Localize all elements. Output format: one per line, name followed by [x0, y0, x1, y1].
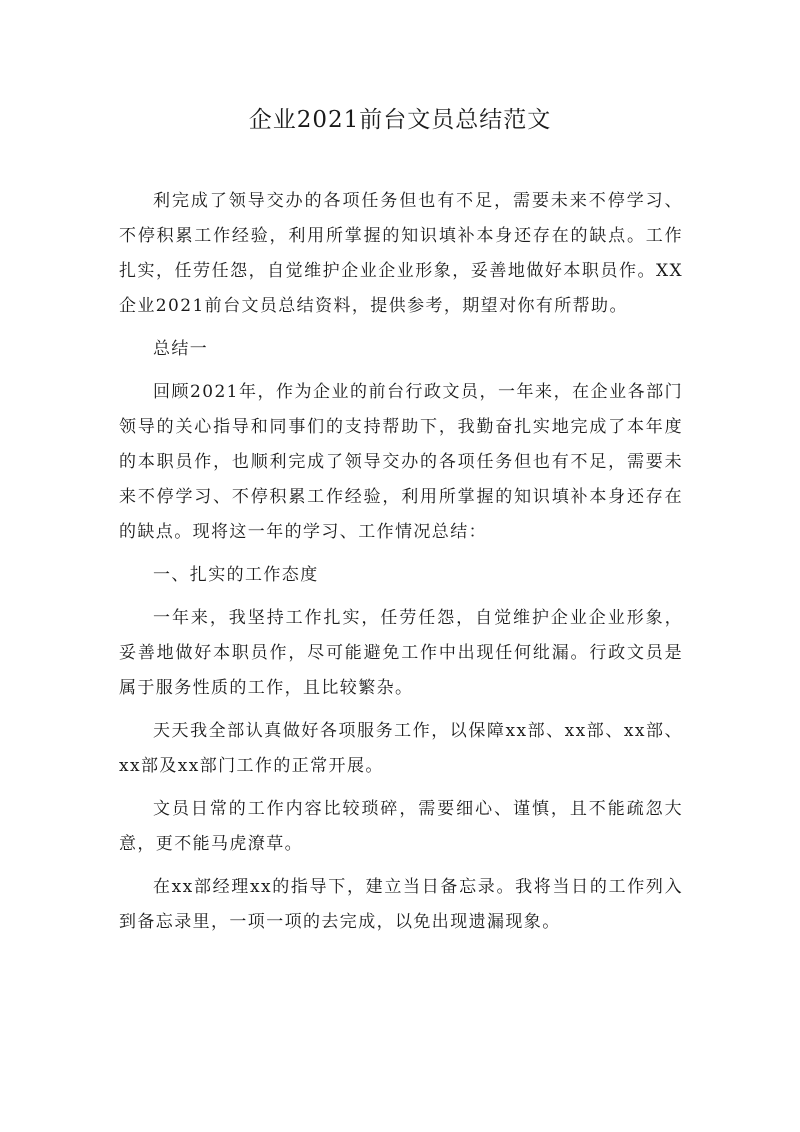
section-heading-work-attitude: 一、扎实的工作态度: [153, 565, 319, 585]
section-heading-summary-one: 总结一: [153, 339, 209, 359]
paragraph-daily-work: 文员日常的工作内容比较琐碎，需要细心、谨慎，且不能疏忽大意，更不能马虎潦草。: [119, 799, 683, 854]
paragraph-intro: 利完成了领导交办的各项任务但也有不足，需要未来不停学习、不停积累工作经验，利用所掌握的知识填补本身还存在的缺点。工作扎实，任劳任怨，自觉维护企业企业形象，妥善地做好本职员作。XX企业2021前台文员总结资料，提供参考，期望对你有所帮助。: [119, 191, 683, 316]
paragraph-review: 回顾2021年，作为企业的前台行政文员，一年来，在企业各部门领导的关心指导和同事们的支持帮助下，我勤奋扎实地完成了本年度的本职员作，也顺利完成了领导交办的各项任务但也有不足，需要未来不停学习、不停积累工作经验，利用所掌握的知识填补本身还存在的缺点。现将这一年的学习、工作情况总结：: [119, 382, 683, 542]
paragraph-work-attitude: 一年来，我坚持工作扎实，任劳任怨，自觉维护企业企业形象，妥善地做好本职员作，尽可能避免工作中出现任何纰漏。行政文员是属于服务性质的工作，且比较繁杂。: [119, 608, 683, 698]
paragraph-daily-service: 天天我全部认真做好各项服务工作，以保障xx部、xx部、xx部、xx部及xx部门工作的正常开展。: [119, 721, 683, 776]
paragraph-memo: 在xx部经理xx的指导下，建立当日备忘录。我将当日的工作列入到备忘录里，一项一项的去完成，以免出现遗漏现象。: [119, 877, 683, 932]
document-title: 企业2021前台文员总结范文: [248, 107, 552, 133]
document-body: [119, 184, 683, 948]
